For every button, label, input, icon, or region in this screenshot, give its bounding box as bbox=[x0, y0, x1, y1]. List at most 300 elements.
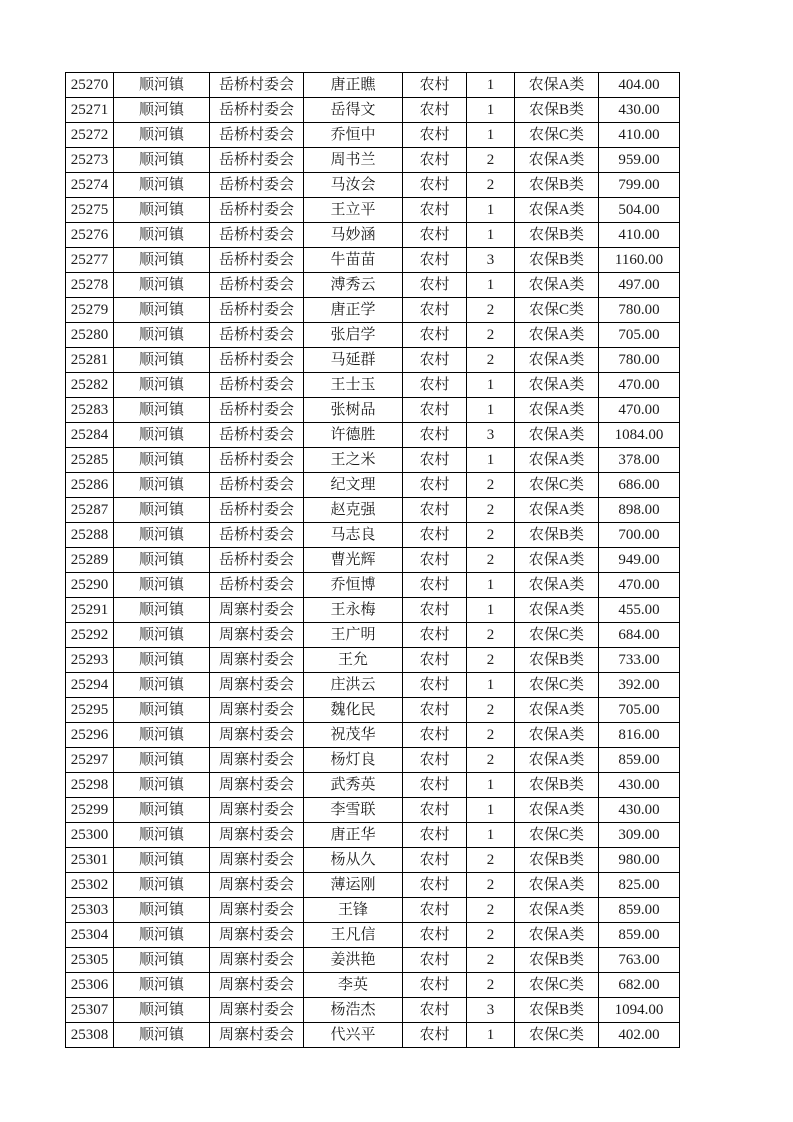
person-name-cell: 王士玉 bbox=[304, 373, 403, 398]
record-id-cell: 25299 bbox=[66, 798, 114, 823]
town-cell: 顺河镇 bbox=[114, 348, 210, 373]
record-id-cell: 25289 bbox=[66, 548, 114, 573]
table-row bbox=[66, 98, 680, 123]
insurance-category-cell: 农保B类 bbox=[515, 173, 599, 198]
person-name-cell: 溥秀云 bbox=[304, 273, 403, 298]
town-cell: 顺河镇 bbox=[114, 973, 210, 998]
village-committee-cell: 周寨村委会 bbox=[210, 698, 304, 723]
town-cell: 顺河镇 bbox=[114, 523, 210, 548]
residence-type-cell: 农村 bbox=[403, 948, 467, 973]
person-name-cell: 王永梅 bbox=[304, 598, 403, 623]
person-count-cell: 1 bbox=[467, 223, 515, 248]
insurance-category-cell: 农保A类 bbox=[515, 548, 599, 573]
record-id-cell: 25306 bbox=[66, 973, 114, 998]
person-count-cell: 1 bbox=[467, 773, 515, 798]
table-row bbox=[66, 1023, 680, 1048]
village-committee-cell: 周寨村委会 bbox=[210, 798, 304, 823]
village-committee-cell: 岳桥村委会 bbox=[210, 348, 304, 373]
record-id-cell: 25298 bbox=[66, 773, 114, 798]
amount-cell: 378.00 bbox=[599, 448, 680, 473]
table-body bbox=[66, 73, 680, 1048]
insurance-category-cell: 农保C类 bbox=[515, 673, 599, 698]
amount-cell: 497.00 bbox=[599, 273, 680, 298]
insurance-category-cell: 农保B类 bbox=[515, 98, 599, 123]
amount-cell: 410.00 bbox=[599, 123, 680, 148]
residence-type-cell: 农村 bbox=[403, 798, 467, 823]
town-cell: 顺河镇 bbox=[114, 173, 210, 198]
residence-type-cell: 农村 bbox=[403, 148, 467, 173]
insurance-category-cell: 农保B类 bbox=[515, 948, 599, 973]
person-count-cell: 1 bbox=[467, 823, 515, 848]
record-id-cell: 25296 bbox=[66, 723, 114, 748]
record-id-cell: 25274 bbox=[66, 173, 114, 198]
amount-cell: 504.00 bbox=[599, 198, 680, 223]
town-cell: 顺河镇 bbox=[114, 798, 210, 823]
insurance-category-cell: 农保B类 bbox=[515, 848, 599, 873]
town-cell: 顺河镇 bbox=[114, 898, 210, 923]
person-count-cell: 1 bbox=[467, 573, 515, 598]
person-name-cell: 祝茂华 bbox=[304, 723, 403, 748]
record-id-cell: 25280 bbox=[66, 323, 114, 348]
amount-cell: 980.00 bbox=[599, 848, 680, 873]
person-name-cell: 马汝会 bbox=[304, 173, 403, 198]
amount-cell: 430.00 bbox=[599, 773, 680, 798]
residence-type-cell: 农村 bbox=[403, 248, 467, 273]
town-cell: 顺河镇 bbox=[114, 248, 210, 273]
person-count-cell: 2 bbox=[467, 498, 515, 523]
table-row bbox=[66, 873, 680, 898]
amount-cell: 470.00 bbox=[599, 573, 680, 598]
village-committee-cell: 周寨村委会 bbox=[210, 948, 304, 973]
residence-type-cell: 农村 bbox=[403, 848, 467, 873]
village-committee-cell: 周寨村委会 bbox=[210, 873, 304, 898]
town-cell: 顺河镇 bbox=[114, 323, 210, 348]
person-name-cell: 乔恒中 bbox=[304, 123, 403, 148]
insurance-category-cell: 农保A类 bbox=[515, 198, 599, 223]
insurance-category-cell: 农保A类 bbox=[515, 398, 599, 423]
table-row bbox=[66, 898, 680, 923]
record-id-cell: 25270 bbox=[66, 73, 114, 98]
town-cell: 顺河镇 bbox=[114, 448, 210, 473]
person-name-cell: 王之米 bbox=[304, 448, 403, 473]
town-cell: 顺河镇 bbox=[114, 773, 210, 798]
record-id-cell: 25276 bbox=[66, 223, 114, 248]
insurance-category-cell: 农保C类 bbox=[515, 973, 599, 998]
table-row bbox=[66, 848, 680, 873]
person-name-cell: 唐正瞧 bbox=[304, 73, 403, 98]
town-cell: 顺河镇 bbox=[114, 948, 210, 973]
record-id-cell: 25302 bbox=[66, 873, 114, 898]
amount-cell: 309.00 bbox=[599, 823, 680, 848]
insurance-category-cell: 农保C类 bbox=[515, 298, 599, 323]
person-count-cell: 2 bbox=[467, 848, 515, 873]
insurance-category-cell: 农保A类 bbox=[515, 498, 599, 523]
village-committee-cell: 岳桥村委会 bbox=[210, 223, 304, 248]
amount-cell: 470.00 bbox=[599, 398, 680, 423]
person-name-cell: 张树品 bbox=[304, 398, 403, 423]
village-committee-cell: 周寨村委会 bbox=[210, 973, 304, 998]
village-committee-cell: 周寨村委会 bbox=[210, 723, 304, 748]
record-id-cell: 25293 bbox=[66, 648, 114, 673]
amount-cell: 392.00 bbox=[599, 673, 680, 698]
town-cell: 顺河镇 bbox=[114, 598, 210, 623]
person-count-cell: 2 bbox=[467, 948, 515, 973]
town-cell: 顺河镇 bbox=[114, 848, 210, 873]
insurance-category-cell: 农保A类 bbox=[515, 73, 599, 98]
person-count-cell: 2 bbox=[467, 923, 515, 948]
person-count-cell: 1 bbox=[467, 273, 515, 298]
record-id-cell: 25277 bbox=[66, 248, 114, 273]
village-committee-cell: 岳桥村委会 bbox=[210, 98, 304, 123]
person-name-cell: 纪文理 bbox=[304, 473, 403, 498]
village-committee-cell: 岳桥村委会 bbox=[210, 423, 304, 448]
insurance-category-cell: 农保A类 bbox=[515, 748, 599, 773]
residence-type-cell: 农村 bbox=[403, 398, 467, 423]
town-cell: 顺河镇 bbox=[114, 423, 210, 448]
record-id-cell: 25285 bbox=[66, 448, 114, 473]
insurance-category-cell: 农保B类 bbox=[515, 648, 599, 673]
insurance-category-cell: 农保A类 bbox=[515, 273, 599, 298]
town-cell: 顺河镇 bbox=[114, 123, 210, 148]
amount-cell: 404.00 bbox=[599, 73, 680, 98]
residence-type-cell: 农村 bbox=[403, 73, 467, 98]
person-count-cell: 3 bbox=[467, 248, 515, 273]
person-count-cell: 2 bbox=[467, 148, 515, 173]
record-id-cell: 25281 bbox=[66, 348, 114, 373]
table-row bbox=[66, 923, 680, 948]
person-name-cell: 魏化民 bbox=[304, 698, 403, 723]
residence-type-cell: 农村 bbox=[403, 198, 467, 223]
person-name-cell: 王立平 bbox=[304, 198, 403, 223]
town-cell: 顺河镇 bbox=[114, 873, 210, 898]
amount-cell: 1094.00 bbox=[599, 998, 680, 1023]
village-committee-cell: 岳桥村委会 bbox=[210, 448, 304, 473]
residence-type-cell: 农村 bbox=[403, 998, 467, 1023]
amount-cell: 816.00 bbox=[599, 723, 680, 748]
village-committee-cell: 周寨村委会 bbox=[210, 648, 304, 673]
person-name-cell: 王允 bbox=[304, 648, 403, 673]
town-cell: 顺河镇 bbox=[114, 473, 210, 498]
person-name-cell: 王广明 bbox=[304, 623, 403, 648]
town-cell: 顺河镇 bbox=[114, 373, 210, 398]
record-id-cell: 25301 bbox=[66, 848, 114, 873]
record-id-cell: 25303 bbox=[66, 898, 114, 923]
village-committee-cell: 岳桥村委会 bbox=[210, 248, 304, 273]
person-count-cell: 2 bbox=[467, 623, 515, 648]
village-committee-cell: 岳桥村委会 bbox=[210, 273, 304, 298]
person-name-cell: 武秀英 bbox=[304, 773, 403, 798]
record-id-cell: 25273 bbox=[66, 148, 114, 173]
town-cell: 顺河镇 bbox=[114, 398, 210, 423]
village-committee-cell: 周寨村委会 bbox=[210, 773, 304, 798]
person-name-cell: 代兴平 bbox=[304, 1023, 403, 1048]
insurance-category-cell: 农保A类 bbox=[515, 323, 599, 348]
person-count-cell: 2 bbox=[467, 173, 515, 198]
insurance-category-cell: 农保A类 bbox=[515, 898, 599, 923]
town-cell: 顺河镇 bbox=[114, 273, 210, 298]
person-count-cell: 1 bbox=[467, 398, 515, 423]
town-cell: 顺河镇 bbox=[114, 698, 210, 723]
person-name-cell: 王锋 bbox=[304, 898, 403, 923]
person-count-cell: 2 bbox=[467, 973, 515, 998]
person-name-cell: 杨从久 bbox=[304, 848, 403, 873]
benefits-table bbox=[65, 72, 680, 1048]
village-committee-cell: 岳桥村委会 bbox=[210, 573, 304, 598]
town-cell: 顺河镇 bbox=[114, 648, 210, 673]
record-id-cell: 25291 bbox=[66, 598, 114, 623]
village-committee-cell: 岳桥村委会 bbox=[210, 548, 304, 573]
town-cell: 顺河镇 bbox=[114, 73, 210, 98]
amount-cell: 859.00 bbox=[599, 748, 680, 773]
amount-cell: 455.00 bbox=[599, 598, 680, 623]
village-committee-cell: 周寨村委会 bbox=[210, 623, 304, 648]
person-count-cell: 1 bbox=[467, 448, 515, 473]
person-count-cell: 3 bbox=[467, 998, 515, 1023]
table-row bbox=[66, 748, 680, 773]
person-name-cell: 李英 bbox=[304, 973, 403, 998]
residence-type-cell: 农村 bbox=[403, 423, 467, 448]
record-id-cell: 25290 bbox=[66, 573, 114, 598]
amount-cell: 799.00 bbox=[599, 173, 680, 198]
person-name-cell: 杨灯良 bbox=[304, 748, 403, 773]
person-name-cell: 王凡信 bbox=[304, 923, 403, 948]
residence-type-cell: 农村 bbox=[403, 873, 467, 898]
table-row bbox=[66, 423, 680, 448]
record-id-cell: 25288 bbox=[66, 523, 114, 548]
amount-cell: 1084.00 bbox=[599, 423, 680, 448]
insurance-category-cell: 农保C类 bbox=[515, 1023, 599, 1048]
town-cell: 顺河镇 bbox=[114, 1023, 210, 1048]
residence-type-cell: 农村 bbox=[403, 748, 467, 773]
table-row bbox=[66, 448, 680, 473]
table-row bbox=[66, 648, 680, 673]
insurance-category-cell: 农保B类 bbox=[515, 998, 599, 1023]
insurance-category-cell: 农保A类 bbox=[515, 573, 599, 598]
insurance-category-cell: 农保A类 bbox=[515, 373, 599, 398]
record-id-cell: 25271 bbox=[66, 98, 114, 123]
insurance-category-cell: 农保B类 bbox=[515, 248, 599, 273]
insurance-category-cell: 农保A类 bbox=[515, 423, 599, 448]
residence-type-cell: 农村 bbox=[403, 723, 467, 748]
table-row bbox=[66, 323, 680, 348]
residence-type-cell: 农村 bbox=[403, 648, 467, 673]
amount-cell: 470.00 bbox=[599, 373, 680, 398]
table-row bbox=[66, 523, 680, 548]
record-id-cell: 25283 bbox=[66, 398, 114, 423]
village-committee-cell: 周寨村委会 bbox=[210, 748, 304, 773]
person-name-cell: 岳得文 bbox=[304, 98, 403, 123]
residence-type-cell: 农村 bbox=[403, 473, 467, 498]
person-count-cell: 2 bbox=[467, 323, 515, 348]
insurance-category-cell: 农保A类 bbox=[515, 148, 599, 173]
person-count-cell: 1 bbox=[467, 798, 515, 823]
record-id-cell: 25286 bbox=[66, 473, 114, 498]
person-count-cell: 2 bbox=[467, 898, 515, 923]
person-name-cell: 许德胜 bbox=[304, 423, 403, 448]
table-row bbox=[66, 273, 680, 298]
amount-cell: 705.00 bbox=[599, 323, 680, 348]
village-committee-cell: 岳桥村委会 bbox=[210, 373, 304, 398]
town-cell: 顺河镇 bbox=[114, 998, 210, 1023]
village-committee-cell: 岳桥村委会 bbox=[210, 173, 304, 198]
table-row bbox=[66, 123, 680, 148]
person-count-cell: 2 bbox=[467, 523, 515, 548]
person-name-cell: 马志良 bbox=[304, 523, 403, 548]
amount-cell: 705.00 bbox=[599, 698, 680, 723]
residence-type-cell: 农村 bbox=[403, 773, 467, 798]
amount-cell: 733.00 bbox=[599, 648, 680, 673]
record-id-cell: 25297 bbox=[66, 748, 114, 773]
table-row bbox=[66, 348, 680, 373]
amount-cell: 959.00 bbox=[599, 148, 680, 173]
table-row bbox=[66, 223, 680, 248]
amount-cell: 898.00 bbox=[599, 498, 680, 523]
table-row bbox=[66, 948, 680, 973]
residence-type-cell: 农村 bbox=[403, 323, 467, 348]
residence-type-cell: 农村 bbox=[403, 573, 467, 598]
amount-cell: 780.00 bbox=[599, 298, 680, 323]
table-row bbox=[66, 798, 680, 823]
record-id-cell: 25304 bbox=[66, 923, 114, 948]
village-committee-cell: 周寨村委会 bbox=[210, 848, 304, 873]
person-count-cell: 2 bbox=[467, 648, 515, 673]
town-cell: 顺河镇 bbox=[114, 673, 210, 698]
insurance-category-cell: 农保A类 bbox=[515, 698, 599, 723]
record-id-cell: 25275 bbox=[66, 198, 114, 223]
insurance-category-cell: 农保A类 bbox=[515, 598, 599, 623]
amount-cell: 825.00 bbox=[599, 873, 680, 898]
residence-type-cell: 农村 bbox=[403, 123, 467, 148]
amount-cell: 686.00 bbox=[599, 473, 680, 498]
residence-type-cell: 农村 bbox=[403, 223, 467, 248]
table-row bbox=[66, 973, 680, 998]
village-committee-cell: 岳桥村委会 bbox=[210, 498, 304, 523]
person-count-cell: 1 bbox=[467, 373, 515, 398]
person-count-cell: 2 bbox=[467, 348, 515, 373]
town-cell: 顺河镇 bbox=[114, 148, 210, 173]
village-committee-cell: 岳桥村委会 bbox=[210, 473, 304, 498]
village-committee-cell: 周寨村委会 bbox=[210, 898, 304, 923]
village-committee-cell: 岳桥村委会 bbox=[210, 298, 304, 323]
town-cell: 顺河镇 bbox=[114, 923, 210, 948]
amount-cell: 682.00 bbox=[599, 973, 680, 998]
table-row bbox=[66, 823, 680, 848]
village-committee-cell: 周寨村委会 bbox=[210, 823, 304, 848]
village-committee-cell: 周寨村委会 bbox=[210, 923, 304, 948]
person-count-cell: 1 bbox=[467, 673, 515, 698]
residence-type-cell: 农村 bbox=[403, 98, 467, 123]
table-row bbox=[66, 723, 680, 748]
person-count-cell: 1 bbox=[467, 98, 515, 123]
insurance-category-cell: 农保A类 bbox=[515, 923, 599, 948]
table-row bbox=[66, 773, 680, 798]
insurance-category-cell: 农保A类 bbox=[515, 448, 599, 473]
town-cell: 顺河镇 bbox=[114, 623, 210, 648]
person-count-cell: 2 bbox=[467, 873, 515, 898]
person-name-cell: 马妙涵 bbox=[304, 223, 403, 248]
record-id-cell: 25308 bbox=[66, 1023, 114, 1048]
table-row bbox=[66, 198, 680, 223]
record-id-cell: 25307 bbox=[66, 998, 114, 1023]
table-row bbox=[66, 548, 680, 573]
record-id-cell: 25305 bbox=[66, 948, 114, 973]
residence-type-cell: 农村 bbox=[403, 348, 467, 373]
amount-cell: 430.00 bbox=[599, 798, 680, 823]
record-id-cell: 25294 bbox=[66, 673, 114, 698]
residence-type-cell: 农村 bbox=[403, 623, 467, 648]
residence-type-cell: 农村 bbox=[403, 498, 467, 523]
village-committee-cell: 周寨村委会 bbox=[210, 598, 304, 623]
village-committee-cell: 周寨村委会 bbox=[210, 998, 304, 1023]
person-name-cell: 曹光辉 bbox=[304, 548, 403, 573]
town-cell: 顺河镇 bbox=[114, 298, 210, 323]
residence-type-cell: 农村 bbox=[403, 598, 467, 623]
village-committee-cell: 岳桥村委会 bbox=[210, 148, 304, 173]
record-id-cell: 25278 bbox=[66, 273, 114, 298]
person-count-cell: 2 bbox=[467, 548, 515, 573]
record-id-cell: 25279 bbox=[66, 298, 114, 323]
person-name-cell: 乔恒博 bbox=[304, 573, 403, 598]
record-id-cell: 25272 bbox=[66, 123, 114, 148]
amount-cell: 763.00 bbox=[599, 948, 680, 973]
table-row bbox=[66, 498, 680, 523]
person-name-cell: 庄洪云 bbox=[304, 673, 403, 698]
table-row bbox=[66, 248, 680, 273]
person-name-cell: 赵克强 bbox=[304, 498, 403, 523]
person-name-cell: 姜洪艳 bbox=[304, 948, 403, 973]
amount-cell: 780.00 bbox=[599, 348, 680, 373]
residence-type-cell: 农村 bbox=[403, 273, 467, 298]
amount-cell: 430.00 bbox=[599, 98, 680, 123]
table-row bbox=[66, 148, 680, 173]
amount-cell: 859.00 bbox=[599, 898, 680, 923]
person-count-cell: 2 bbox=[467, 748, 515, 773]
person-name-cell: 杨浩杰 bbox=[304, 998, 403, 1023]
residence-type-cell: 农村 bbox=[403, 973, 467, 998]
insurance-category-cell: 农保A类 bbox=[515, 873, 599, 898]
table-row bbox=[66, 73, 680, 98]
residence-type-cell: 农村 bbox=[403, 823, 467, 848]
insurance-category-cell: 农保B类 bbox=[515, 773, 599, 798]
village-committee-cell: 岳桥村委会 bbox=[210, 198, 304, 223]
person-name-cell: 唐正华 bbox=[304, 823, 403, 848]
town-cell: 顺河镇 bbox=[114, 723, 210, 748]
insurance-category-cell: 农保A类 bbox=[515, 798, 599, 823]
person-name-cell: 薄运刚 bbox=[304, 873, 403, 898]
table-row bbox=[66, 573, 680, 598]
village-committee-cell: 岳桥村委会 bbox=[210, 523, 304, 548]
table-row bbox=[66, 673, 680, 698]
person-name-cell: 周书兰 bbox=[304, 148, 403, 173]
person-name-cell: 李雪联 bbox=[304, 798, 403, 823]
record-id-cell: 25300 bbox=[66, 823, 114, 848]
person-name-cell: 马延群 bbox=[304, 348, 403, 373]
village-committee-cell: 周寨村委会 bbox=[210, 1023, 304, 1048]
table-row bbox=[66, 398, 680, 423]
town-cell: 顺河镇 bbox=[114, 748, 210, 773]
residence-type-cell: 农村 bbox=[403, 298, 467, 323]
person-count-cell: 2 bbox=[467, 473, 515, 498]
table-row bbox=[66, 598, 680, 623]
village-committee-cell: 岳桥村委会 bbox=[210, 398, 304, 423]
amount-cell: 859.00 bbox=[599, 923, 680, 948]
residence-type-cell: 农村 bbox=[403, 448, 467, 473]
person-count-cell: 1 bbox=[467, 1023, 515, 1048]
amount-cell: 684.00 bbox=[599, 623, 680, 648]
amount-cell: 402.00 bbox=[599, 1023, 680, 1048]
town-cell: 顺河镇 bbox=[114, 573, 210, 598]
person-count-cell: 2 bbox=[467, 298, 515, 323]
